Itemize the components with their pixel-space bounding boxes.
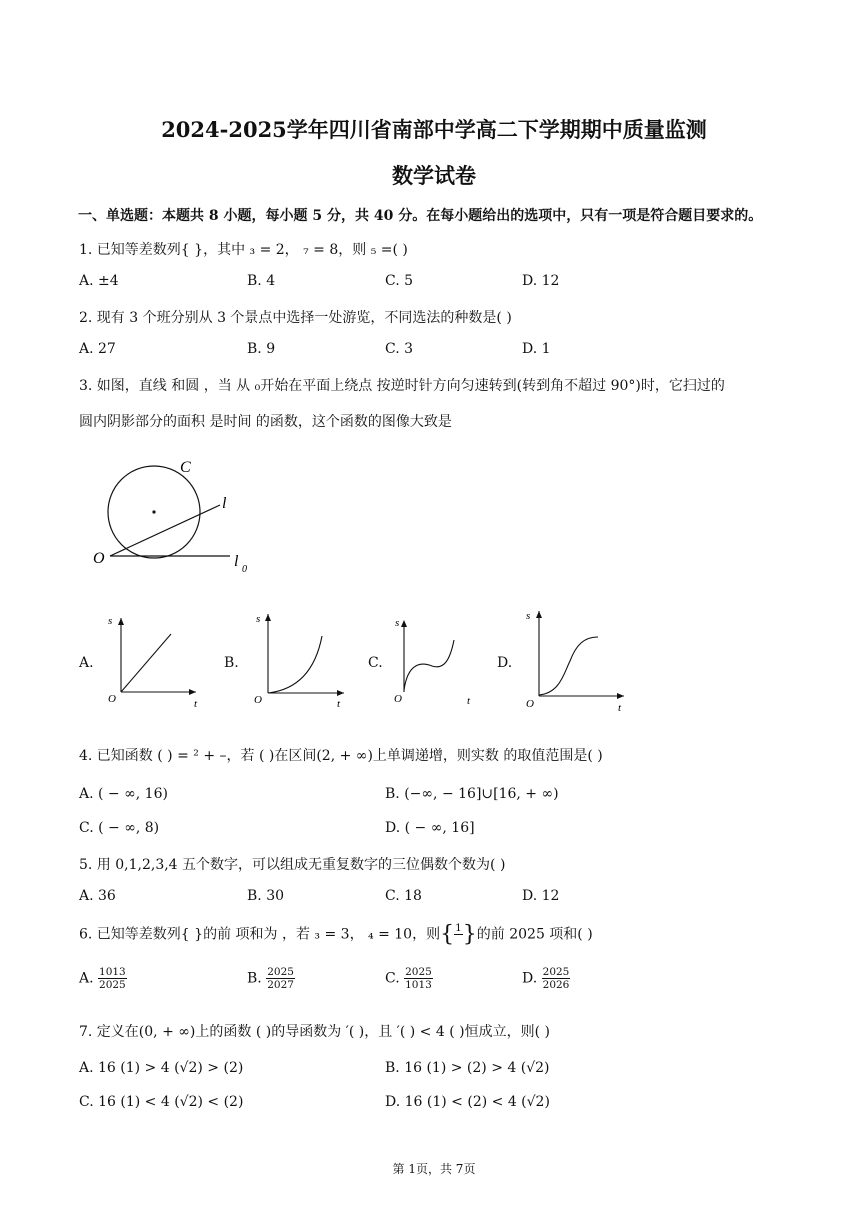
origin-label: O xyxy=(93,550,105,567)
graph-d-x-label: t xyxy=(618,702,622,713)
q5-option-b: B. 30 xyxy=(247,888,285,904)
q5-option-c: C. 18 xyxy=(385,888,422,904)
q7-option-a: A. 16 (1) > 4 (√2) > (2) xyxy=(79,1060,244,1076)
q1-option-d: D. 12 xyxy=(522,273,560,289)
q2-option-a: A. 27 xyxy=(79,341,116,357)
graph-b-x-label: t xyxy=(337,698,341,708)
q3-option-c: C. xyxy=(368,655,383,671)
q7-option-b: B. 16 (1) > (2) > 4 (√2) xyxy=(385,1060,550,1076)
graph-a-x-label: t xyxy=(194,698,198,710)
q6-option-c: C. $\frac{2025}{1013}$ xyxy=(385,966,432,991)
question-4-stem: 4. 已知函数 ( ) = ² + –，若 ( )在区间(2, + ∞)上单调递增，则实数 的取值范围是( ) xyxy=(79,748,603,764)
page-subtitle: 数学试卷 xyxy=(392,163,476,188)
line-label: l xyxy=(222,495,227,512)
circle-label: C xyxy=(180,459,191,476)
q2-option-b: B. 9 xyxy=(247,341,276,357)
question-3-line1: 3. 如图，直线 和圆 ，当 从 ₀开始在平面上绕点 按逆时针方向匀速转到(转到角不超过 90°)时，它扫过的 xyxy=(79,378,725,394)
graph-d-y-label: s xyxy=(526,610,531,622)
q6-stem-part1: 6. 已知等差数列{ }的前 项和为 ，若 ₃ = 3， ₄ = 10，则 xyxy=(79,926,441,943)
q1-option-c: C. 5 xyxy=(385,273,414,289)
q6-option-a: A. $\frac{1013}{2025}$ xyxy=(79,966,126,991)
graph-a xyxy=(104,612,204,710)
q4-option-a: A. ( − ∞, 16) xyxy=(79,786,168,802)
q7-option-c: C. 16 (1) < 4 (√2) < (2) xyxy=(79,1094,244,1110)
page-title: 2024-2025学年四川省南部中学高二下学期期中质量监测 xyxy=(161,117,707,142)
page-footer: 第 1页，共 7页 xyxy=(392,1162,476,1176)
q7-option-d: D. 16 (1) < (2) < 4 (√2) xyxy=(385,1094,550,1110)
q3-option-b: B. xyxy=(224,655,239,671)
graph-b-y-label: s xyxy=(256,613,261,625)
graph-c xyxy=(392,612,482,708)
q4-option-b: B. (−∞, − 16]∪[16, + ∞) xyxy=(385,786,559,802)
graph-a-y-label: s xyxy=(108,615,113,627)
line0-label: l xyxy=(234,553,239,570)
q1-option-b: B. 4 xyxy=(247,273,276,289)
section-heading: 一、单选题：本题共 8 小题，每小题 5 分，共 40 分。在每小题给出的选项中，只有一项是符合题目要求的。 xyxy=(78,208,763,224)
graph-a-origin: O xyxy=(108,693,116,705)
graph-c-y-label: s xyxy=(395,617,400,629)
q1-option-a: A. ±4 xyxy=(79,273,119,289)
q6-stem-fraction-num: 1 xyxy=(455,922,462,934)
question-1-stem: 1. 已知等差数列{ }，其中 ₃ = 2， ₇ = 8，则 ₅ =( ) xyxy=(79,242,408,258)
graph-c-x-label: t xyxy=(467,695,471,707)
q6-stem-part2: 的前 2025 项和( ) xyxy=(476,926,593,943)
question-5-stem: 5. 用 0,1,2,3,4 五个数字，可以组成无重复数字的三位偶数个数为( ) xyxy=(79,857,506,873)
graph-d-origin: O xyxy=(526,698,534,710)
question-3-line2: 圆内阴影部分的面积 是时间 的函数，这个函数的图像大致是 xyxy=(79,414,452,430)
q5-option-a: A. 36 xyxy=(79,888,116,904)
q3-option-a: A. xyxy=(79,655,94,671)
graph-b-origin: O xyxy=(254,694,262,706)
graph-d xyxy=(522,603,632,713)
question-7-stem: 7. 定义在(0, + ∞)上的函数 ( )的导函数为 ′( )，且 ′( ) < 4 ( )恒成立，则( ) xyxy=(79,1024,550,1040)
q2-option-c: C. 3 xyxy=(385,341,414,357)
q4-option-c: C. ( − ∞, 8) xyxy=(79,820,160,836)
line0-subscript: 0 xyxy=(242,564,247,575)
graph-c-origin: O xyxy=(394,693,402,705)
q6-option-d: D. $\frac{2025}{2026}$ xyxy=(522,966,570,991)
q5-option-d: D. 12 xyxy=(522,888,560,904)
circle-line-figure xyxy=(88,452,258,577)
q4-option-d: D. ( − ∞, 16] xyxy=(385,820,475,836)
q3-option-d: D. xyxy=(497,655,513,671)
question-2-stem: 2. 现有 3 个班分别从 3 个景点中选择一处游览，不同选法的种数是( ) xyxy=(79,310,512,326)
q2-option-d: D. 1 xyxy=(522,341,551,357)
graph-b xyxy=(252,608,352,708)
q6-option-b: B. $\frac{2025}{2027}$ xyxy=(247,966,294,991)
question-6-stem: 6. 已知等差数列{ }的前 项和为 ，若 ₃ = 3， ₄ = 10，则{ 1 }的前 2025 项和( ) xyxy=(79,922,593,947)
